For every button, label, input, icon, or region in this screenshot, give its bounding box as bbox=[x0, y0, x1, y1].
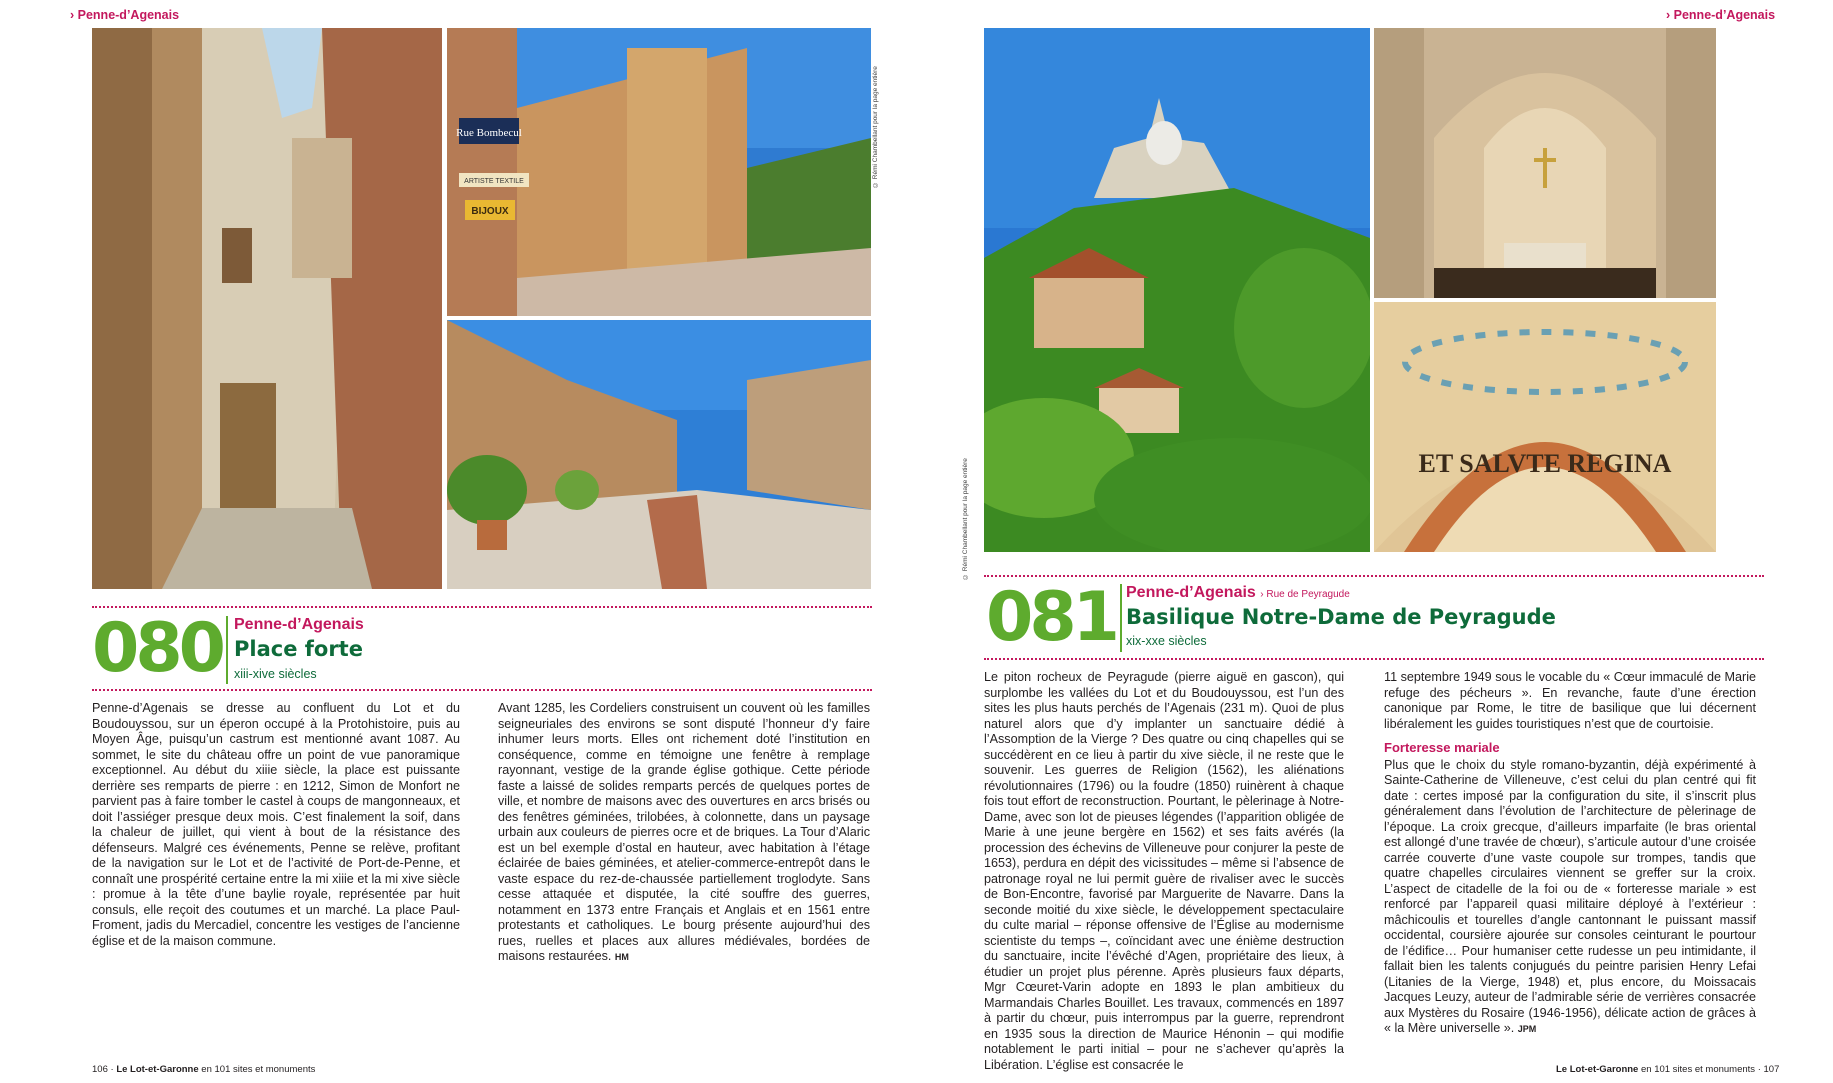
dome-inscription: ET SALVTE REGINA bbox=[1418, 449, 1672, 478]
footer: Le Lot-et-Garonne en 101 sites et monuments · 107 bbox=[1556, 1064, 1780, 1075]
bijoux-sign: BIJOUX bbox=[471, 206, 509, 217]
town-label: Penne-d’Agenais bbox=[1126, 584, 1256, 601]
book-title: Le Lot-et-Garonne bbox=[1556, 1064, 1639, 1075]
street-photo bbox=[447, 320, 871, 589]
number-divider bbox=[226, 616, 228, 684]
left-page bbox=[0, 0, 916, 1083]
page-number: 107 bbox=[1763, 1064, 1780, 1075]
book-subtitle: en 101 sites et monuments bbox=[1640, 1064, 1756, 1075]
divider-top bbox=[92, 606, 872, 608]
shop-sign: ARTISTE TEXTILE bbox=[464, 178, 524, 185]
section-heading: Forteresse mariale bbox=[1384, 740, 1500, 755]
basilica-hill-photo bbox=[984, 28, 1370, 552]
town-name: Penne-d’Agenais bbox=[234, 616, 364, 633]
paragraph: 11 septembre 1949 sous le vocable du « Cœur immaculé de Marie refuge des pécheurs ». En revanche, faute d’une érection canonique par Rome, le titre de basilique que lui décernent libéralement les guides touristiques n’est que de courtoisie. bbox=[1384, 670, 1756, 731]
text-column-2 bbox=[498, 701, 870, 966]
paragraph: Penne-d’Agenais se dresse au confluent du Lot et du Boudouyssou, sur un éperon occupé à la Protohistoire, puis au Moyen Âge, puisqu’un castrum est mentionné avant 1087. Au sommet, le site du château offre un point de vue panoramique exceptionnel. Au début du xiiie siècle, la place est puissante derrière ses remparts de pierre : en 1212, Simon de Monfort ne parvient pas à faire tomber le castel à coups de mangonneaux, et doit l’assiéger presque deux mois. C’est finalement la soif, dans la chaleur de juillet, qui vient à bout de la résistance des défenseurs. Malgré ces événements, Penne se relève, profitant de la navigation sur le Lot et de l’activité de Port-de-Penne, et connaît une prospérité certaine entre la mi xiiie et la mi xive siècle : promue à la tête d’une baylie royale, représentée par huit consuls, elle reçoit des coutumes et un marché. La place Paul-Froment, jadis du Mercadiel, concentre les vestiges de l’ancienne église et de la maison commune. bbox=[92, 701, 460, 948]
paragraph bbox=[1384, 758, 1756, 1038]
text-column-1 bbox=[984, 670, 1344, 1073]
right-page bbox=[916, 0, 1833, 1083]
paragraph-text: Plus que le choix du style romano-byzantin, déjà expérimenté à Sainte-Catherine de Villeneuve, c’est celui du plan centré qui fit date : certes imposé par la configuration du site, il s’inscrit plus généralement dans l’évolution de l’architecture de pèlerinage de l’époque. La croix grecque, d’ailleurs imparfaite (le bras oriental est allongé d’une travée de chœur), s’articule autour d’une croisée carrée couverte d’une vaste coupole sur trompes, tandis que quatre chapelles circulaires viennent se greffer sur la croix. L’aspect de citadelle de la foi ou de « forteresse mariale » est renforcé par l’appareil quasi militaire déployé à l’extérieur : mâchicoulis et tourelles d’angle cantonnant le puissant massif occidental, coursière ajourée sur consoles ceinturant le pourtour de l’édifice… Pour humaniser cette rudesse un peu intimidante, il fallait bien les talents conjugués du peintre parisien Henry Lefai (Litanies de la Vierge, 1948) et, plus encore, du Moissacais Jacques Leuzy, auteur de l’admirable série de verrières consacrée aux Mystères du Rosaire (1946-1956), délicate action de grâces à « la Mère universelle ». bbox=[1384, 757, 1756, 1035]
paragraph: Le piton rocheux de Peyragude (pierre aiguë en gascon), qui surplombe les vallées du Lot et du Boudouyssou, est l’un des sites les plus hauts perchés de l’Agenais (231 m). Quoi de plus naturel alors que d’y implanter un sanctuaire dédié à l’Assomption de la Vierge ? Des quatre ou cinq chapelles qui se succédèrent en ce lieu à partir du xive siècle, il ne reste que le souvenir. Les guerres de Religion (1562), les aliénations révolutionnaires (1796) ou la foudre (1850) ruinèrent à chaque fois tout effort de reconstruction. Pourtant, le pèlerinage à Notre-Dame, avec son lot de pieuses légendes (l’apparition obligée de Marie à une jeune bergère en 1562) et ses faits avérés (la procession des échevins de Villeneuve pour conjurer la peste de 1653), perdura en dépit des vicissitudes – même si l’absence de patronage royal ne lui permit guère de rivaliser avec le succès de Bon-Encontre, favorisé par Marguerite de Navarre. Dans la seconde moitié du xixe siècle, le développement spectaculaire du culte marial – réponse offensive de l’Église au modernisme scientiste du temps –, coïncidant avec une énième destruction du sanctuaire, incite l’évêché d’Agen, propriétaire des lieux, à étudier un projet plus pérenne. Après plusieurs faux départs, Mgr Cœuret-Varin adopte en 1893 le plan ambitieux du Marmandais Charles Bouillet. Les travaux, commencés en 1897 à partir du chœur, puis interrompus par la guerre, reprendront en 1935 sous la direction de Maurice Hénonin – qui modifie notablement le parti initial – pour ne s’achever qu’après la Libération. L’église est consacrée le bbox=[984, 670, 1344, 1072]
paragraph bbox=[498, 701, 870, 966]
number-divider bbox=[1120, 584, 1122, 652]
paragraph-text: Avant 1285, les Cordeliers construisent un couvent où les familles seigneuriales des environs se sont disputé l’honneur d’y faire inhumer leurs morts. Elles ont richement doté l’institution en conséquence, comme en témoigne une fenêtre à remplage rayonnant, vestige de la grande église gothique. Cette période faste a laissé de solides remparts percés de quelques portes de ville, et nombre de maisons avec des ouvertures en arcs brisés ou des fenêtres géminées, trilobées, à colonnette, dans un paysage urbain aux couleurs de pierres ocre et de briques. La Tour d’Alaric est un bel exemple d’ostal en hauteur, avec habitation à l’étage éclairée de baies géminées, et atelier-commerce-entrepôt dans le vaste espace du rez-de-chaussée partiellement troglodyte. Sans cesse attaquée et disputée, la cité souffre des guerres, notamment en 1373 entre Français et Anglais et en 1561 entre protestants et catholiques. Le bourg présente aujourd’hui des rues, ruelles et places aux allures médiévales, bordées de maisons restaurées. bbox=[498, 701, 870, 963]
choir-interior-photo bbox=[1374, 28, 1716, 298]
breadcrumb: › Penne-d’Agenais bbox=[1666, 8, 1776, 22]
photo-credit: © Rémi Chambellant pour la page entière bbox=[872, 66, 879, 188]
town-name bbox=[1126, 584, 1350, 602]
street-label: › Rue de Peyragude bbox=[1260, 589, 1350, 600]
photo-credit: © Rémi Chambellant pour la page entière bbox=[962, 458, 969, 580]
alley-photo bbox=[92, 28, 442, 589]
site-number: 080 bbox=[92, 609, 222, 688]
site-number: 081 bbox=[986, 578, 1116, 657]
text-column-2 bbox=[1384, 670, 1756, 1038]
author-sign: HM bbox=[614, 952, 629, 962]
text-column-1 bbox=[92, 701, 460, 949]
site-title: Place forte bbox=[234, 637, 363, 661]
breadcrumb: › Penne-d’Agenais bbox=[70, 8, 180, 22]
book-title: Le Lot-et-Garonne bbox=[116, 1064, 199, 1075]
author-sign: JPM bbox=[1517, 1024, 1537, 1034]
street-sign: Rue Bombecul bbox=[456, 127, 522, 139]
century: xiii-xive siècles bbox=[234, 667, 317, 681]
divider-bottom bbox=[92, 689, 872, 691]
town-hall-photo bbox=[447, 28, 871, 316]
footer: 106 · Le Lot-et-Garonne en 101 sites et monuments bbox=[92, 1064, 316, 1075]
divider-bottom bbox=[984, 658, 1764, 660]
book-subtitle: en 101 sites et monuments bbox=[201, 1064, 316, 1075]
century: xix-xxe siècles bbox=[1126, 634, 1207, 648]
site-title: Basilique Notre-Dame de Peyragude bbox=[1126, 605, 1556, 629]
page-number: 106 bbox=[92, 1064, 108, 1075]
dome-photo bbox=[1374, 302, 1716, 552]
divider-top bbox=[984, 575, 1764, 577]
